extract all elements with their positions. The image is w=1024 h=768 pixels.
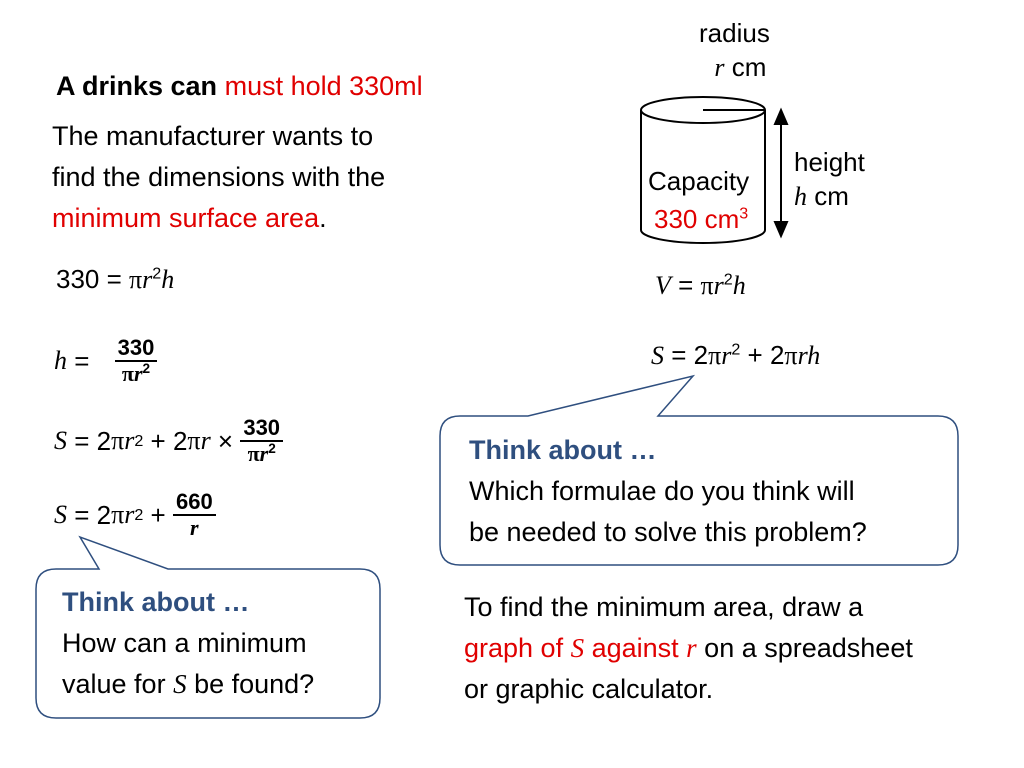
volume-exp: 2	[723, 270, 733, 289]
callout-left	[62, 582, 314, 705]
height-arrow	[775, 110, 787, 236]
eq3-rest1: = 2	[67, 425, 112, 456]
equation-s-substituted: S = 2 π r 2 + 2 π r × $\frac{330}{\pi r^2}$	[54, 416, 283, 466]
graph-instruction	[464, 587, 913, 710]
graph-r: r	[686, 633, 697, 663]
eq3-dpi: π	[247, 441, 260, 466]
eq3-denominator	[245, 442, 279, 466]
eq4-fraction	[173, 490, 216, 540]
page-heading	[56, 66, 423, 107]
eq3-fraction	[240, 416, 283, 466]
intro-line-3	[52, 198, 385, 239]
eq2-fraction	[115, 336, 158, 386]
heading-bold: A drinks can	[56, 71, 218, 101]
surface-r: r	[721, 341, 732, 370]
volume-pi: π	[700, 271, 714, 300]
volume-V: V	[655, 271, 671, 300]
height-h: h	[794, 182, 807, 211]
formula-surface	[651, 340, 820, 371]
eq2-r: r	[133, 361, 143, 386]
surface-pi: π	[708, 341, 722, 370]
eq2-h: h	[54, 346, 67, 375]
volume-r: r	[713, 271, 724, 300]
eq3-S: S	[54, 426, 67, 455]
eq3-r: r	[124, 426, 135, 455]
capacity-exp: 3	[739, 204, 749, 223]
height-unit	[794, 179, 865, 214]
graph-line-2-red-a: graph of	[464, 633, 571, 663]
eq2-eq: =	[67, 345, 97, 376]
radius-unit	[699, 50, 770, 85]
graph-line-2-red-b: against	[584, 633, 687, 663]
callout-left-title: Think about …	[62, 587, 250, 617]
eq3-dexp: 2	[268, 440, 276, 456]
eq4-numerator: 660	[173, 490, 216, 516]
height-label	[794, 145, 865, 214]
graph-line-3: or graphic calculator.	[464, 674, 714, 704]
intro-line-2: find the dimensions with the	[52, 162, 386, 192]
capacity-value	[648, 200, 749, 238]
callout-left-line-2	[62, 664, 314, 705]
eq3-plus: + 2	[143, 425, 188, 456]
eq4-plus: +	[143, 499, 173, 530]
eq2-pi: π	[121, 361, 134, 386]
radius-cm: cm	[724, 52, 767, 82]
eq2-exp: 2	[142, 360, 151, 376]
callout-left-line-2a: value for	[62, 669, 174, 699]
volume-h: h	[732, 271, 746, 300]
eq3-pi: π	[111, 426, 125, 455]
callout-left-line-2b: be found?	[186, 669, 315, 699]
volume-eq: =	[670, 270, 701, 300]
surface-eq: = 2	[664, 340, 709, 370]
height-label-text: height	[794, 147, 865, 177]
equation-h	[54, 336, 157, 386]
intro-line-3-red: minimum surface area	[52, 203, 320, 233]
callout-right-line-2: be needed to solve this problem?	[469, 517, 867, 547]
radius-label-text: radius	[699, 18, 770, 48]
graph-line-1: To find the minimum area, draw a	[464, 592, 864, 622]
eq4-r: r	[124, 500, 135, 529]
callout-right-title: Think about …	[469, 435, 657, 465]
capacity-label-text: Capacity	[648, 166, 750, 196]
eq1-lhs: 330 =	[56, 264, 130, 294]
callout-right-line-1: Which formulae do you think will	[469, 476, 855, 506]
surface-plus: + 2	[740, 340, 785, 370]
surface-rh: rh	[797, 341, 821, 370]
surface-S: S	[651, 341, 664, 370]
eq4-denominator: r	[190, 515, 199, 540]
eq3-dr: r	[259, 441, 269, 466]
eq3-r2: r	[200, 426, 211, 455]
graph-S: S	[570, 633, 585, 663]
eq3-numerator: 330	[240, 416, 283, 442]
surface-pi2: π	[784, 341, 798, 370]
intro-line-3-end: .	[319, 203, 327, 233]
eq3-times: ×	[210, 425, 241, 456]
eq2-numerator: 330	[115, 336, 158, 362]
eq1-r: r	[142, 265, 153, 294]
eq3-pi2: π	[187, 426, 201, 455]
eq4-S: S	[54, 500, 67, 529]
surface-exp: 2	[731, 340, 741, 359]
equation-volume-330	[56, 264, 174, 295]
callout-left-line-1: How can a minimum	[62, 628, 307, 658]
eq1-h: h	[161, 265, 175, 294]
intro-text	[52, 116, 385, 239]
capacity-label	[648, 162, 749, 238]
height-cm: cm	[807, 181, 849, 211]
formula-volume	[655, 270, 746, 301]
equation-s-simplified: S = 2 π r 2 + $\frac{660}{r}$	[54, 490, 216, 540]
capacity-value-text: 330 cm	[654, 204, 740, 234]
radius-r: r	[714, 53, 725, 82]
radius-label	[699, 16, 770, 85]
eq1-exp: 2	[152, 264, 162, 283]
intro-line-1: The manufacturer wants to	[52, 121, 374, 151]
eq2-denominator	[119, 362, 153, 386]
callout-left-S: S	[173, 669, 187, 699]
callout-right	[469, 430, 867, 553]
heading-red: must hold 330ml	[224, 71, 423, 101]
graph-line-2	[464, 628, 913, 669]
eq4-rest1: = 2	[67, 499, 112, 530]
eq1-pi: π	[129, 265, 143, 294]
graph-line-2-end: on a spreadsheet	[696, 633, 913, 663]
eq4-pi: π	[111, 500, 125, 529]
